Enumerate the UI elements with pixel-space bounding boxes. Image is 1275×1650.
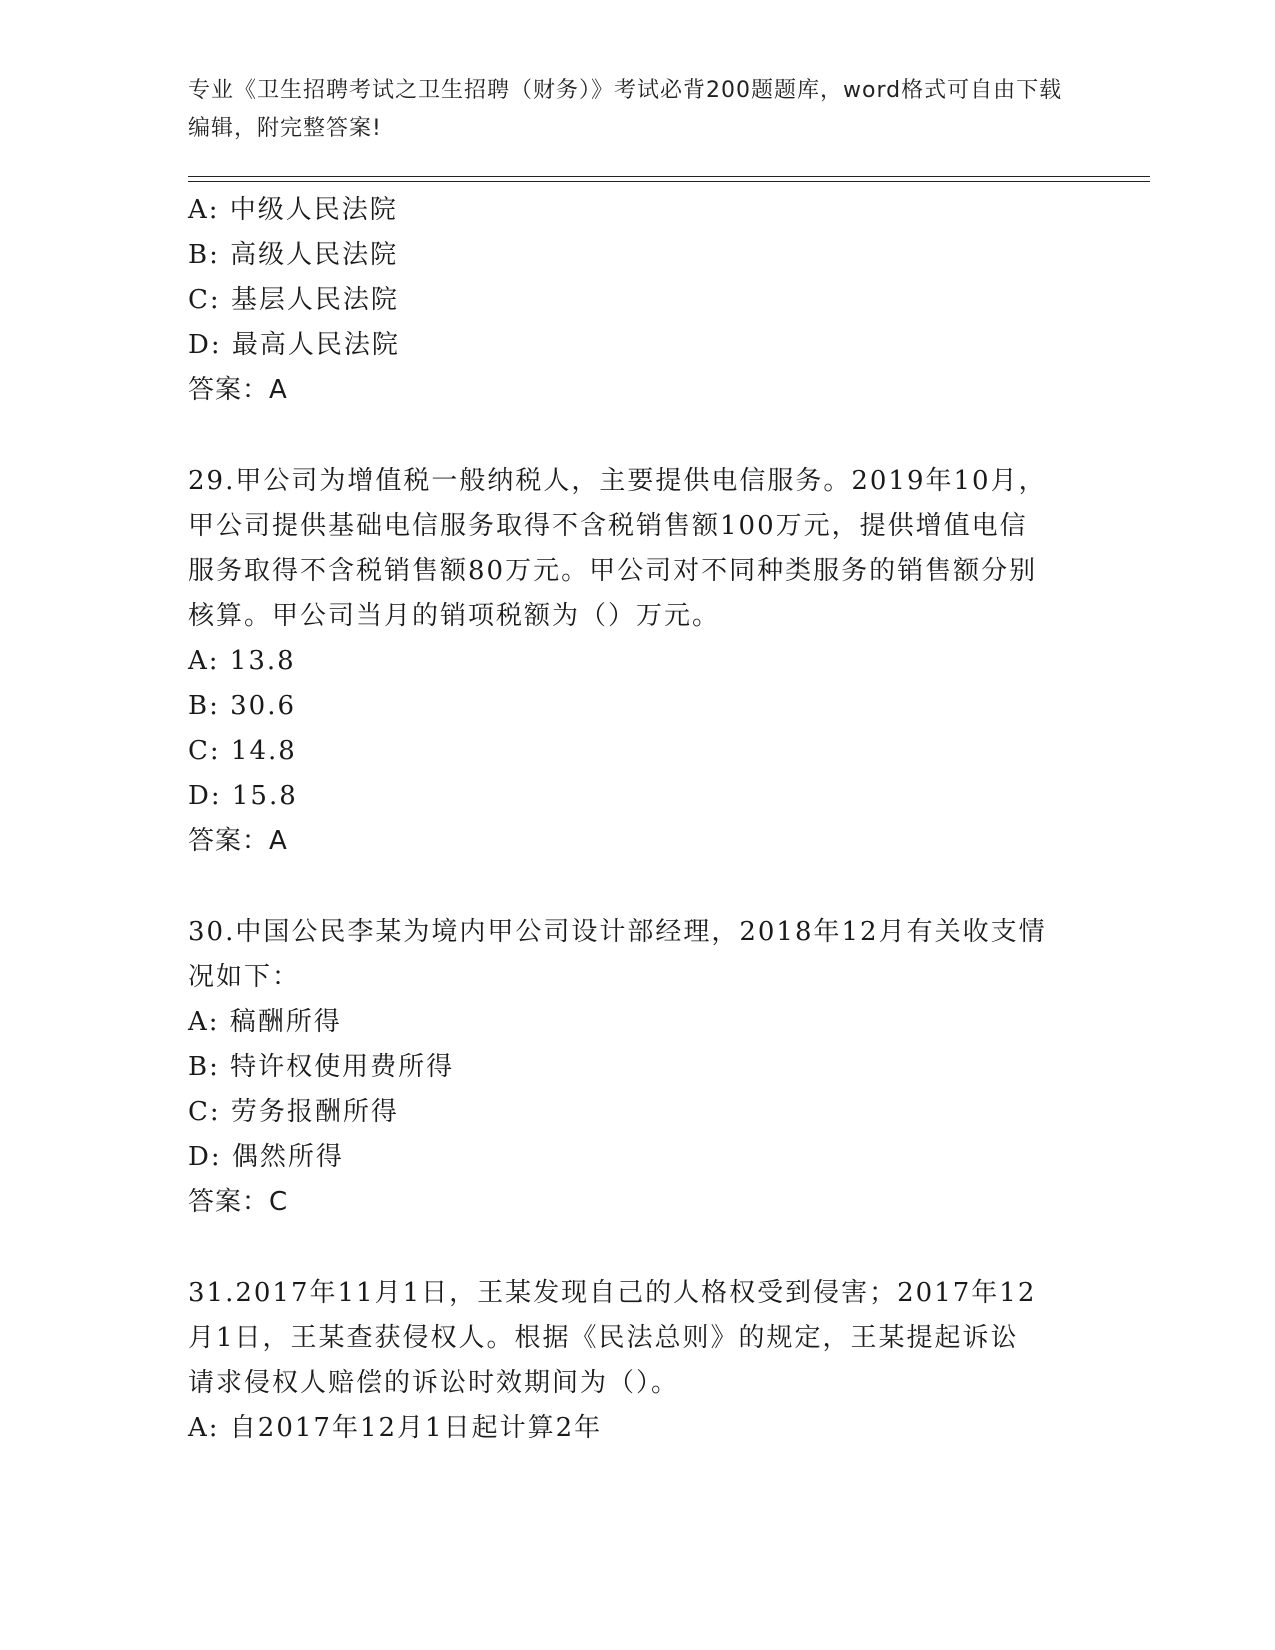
question-list (188, 188, 1088, 1451)
option-b: B: 特许权使用费所得 (188, 1052, 455, 1082)
question-stem-line: 核算。甲公司当月的销项税额为（）万元。 (188, 601, 721, 631)
option-b: B: 高级人民法院 (188, 240, 399, 270)
option-a: A: 中级人民法院 (188, 195, 398, 225)
option-d: D: 最高人民法院 (188, 330, 400, 360)
question-29 (188, 459, 1088, 864)
question-stem-line: 29.甲公司为增值税一般纳税人，主要提供电信服务。2019年10月， (188, 466, 1047, 496)
question-stem-line: 月1日，王某查获侵权人。根据《民法总则》的规定，王某提起诉讼 (188, 1323, 1019, 1353)
option-c: C: 劳务报酬所得 (188, 1097, 399, 1127)
option-d: D: 15.8 (188, 781, 298, 811)
option-b: B: 30.6 (188, 691, 297, 721)
question-stem-line: 请求侵权人赔偿的诉讼时效期间为（）。 (188, 1368, 680, 1398)
answer-line: 答案：A (188, 375, 288, 405)
question-stem-line: 服务取得不含税销售额80万元。甲公司对不同种类服务的销售额分别 (188, 556, 1038, 586)
header-divider-top (188, 176, 1150, 177)
option-d: D: 偶然所得 (188, 1142, 344, 1172)
option-c: C: 14.8 (188, 736, 297, 766)
answer-line: 答案：A (188, 826, 288, 856)
option-a: A: 稿酬所得 (188, 1007, 342, 1037)
option-a: A: 13.8 (188, 646, 296, 676)
question-31 (188, 1271, 1088, 1451)
question-stem-line: 况如下： (188, 962, 301, 992)
answer-line: 答案：C (188, 1187, 289, 1217)
option-c: C: 基层人民法院 (188, 285, 399, 315)
question-stem-line: 31.2017年11月1日，王某发现自己的人格权受到侵害；2017年12 (188, 1278, 1037, 1308)
question-stem-line: 30.中国公民李某为境内甲公司设计部经理，2018年12月有关收支情 (188, 917, 1047, 947)
question-stem-line: 甲公司提供基础电信服务取得不含税销售额100万元，提供增值电信 (188, 511, 1028, 541)
question-30 (188, 910, 1088, 1225)
document-header: 专业《卫生招聘考试之卫生招聘（财务）》考试必背200题题库，word格式可自由下载编辑，附完整答案! (188, 78, 1063, 141)
option-a: A: 自2017年12月1日起计算2年 (188, 1413, 603, 1443)
question-28-continued (188, 188, 1088, 413)
header-divider-bottom (188, 181, 1150, 182)
